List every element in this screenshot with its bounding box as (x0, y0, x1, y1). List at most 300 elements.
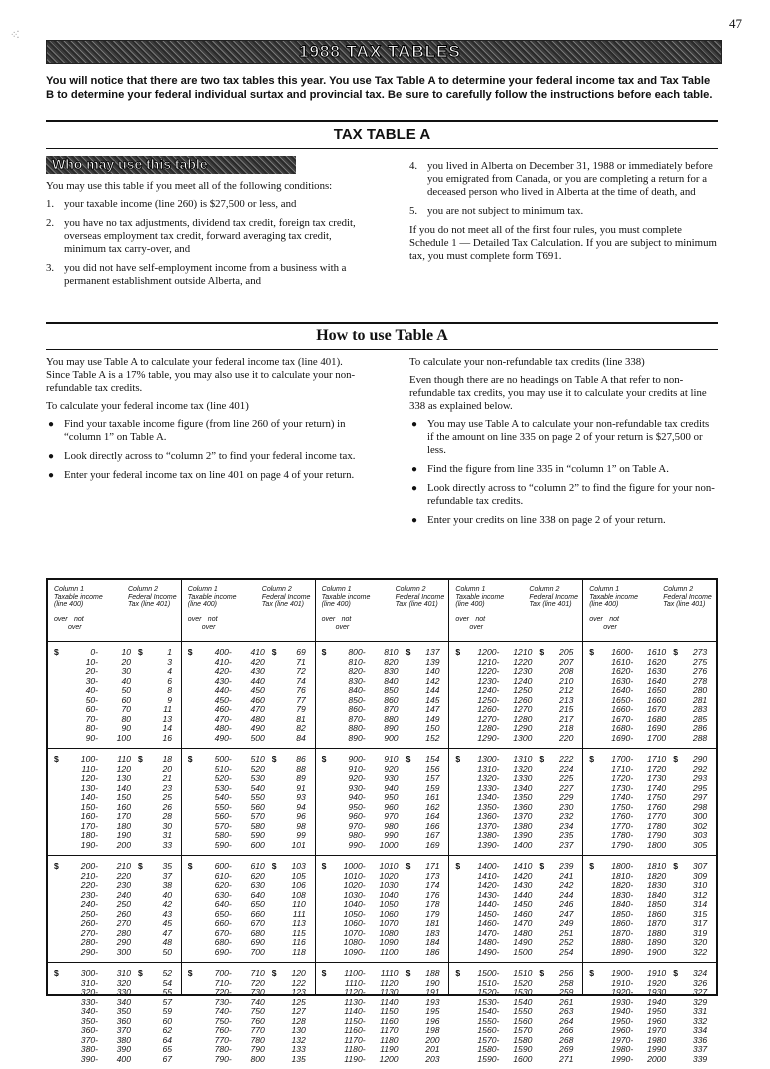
not-label: not (74, 616, 84, 623)
income-over: 1010- (343, 870, 366, 881)
table-row (48, 696, 181, 706)
income-over: 1420- (477, 880, 500, 890)
federal-tax: 103 (291, 861, 306, 871)
income-over: 1100- (344, 968, 366, 978)
income-over: 110- (81, 763, 98, 774)
income-not-over: 1580 (513, 1034, 533, 1045)
income-not-over: 1630 (647, 666, 667, 676)
how-to-use-title: How to use Table A (316, 327, 448, 344)
dollar-sign: $ (673, 861, 678, 871)
income-over: 1240- (477, 685, 500, 695)
federal-tax: 203 (425, 1053, 440, 1064)
income-not-over: 450 (250, 685, 265, 695)
dollar-sign: $ (539, 968, 545, 978)
income-over: 670- (214, 927, 232, 938)
federal-tax: 317 (692, 918, 708, 928)
table-row (48, 1045, 181, 1055)
income-over: 1250- (477, 694, 500, 705)
over-label-2: over (469, 624, 484, 631)
income-over: 1550- (477, 1015, 500, 1026)
income-not-over: 1320 (513, 763, 533, 774)
income-not-over: 1020 (379, 870, 399, 881)
table-row (48, 862, 181, 872)
income-not-over: 1740 (647, 782, 667, 793)
table-row (182, 705, 315, 715)
income-over: 460- (214, 704, 232, 714)
federal-tax: 315 (692, 908, 708, 919)
federal-tax: 249 (559, 918, 574, 928)
income-over: 1080- (343, 937, 366, 947)
over-label-2: over (335, 624, 350, 631)
federal-tax: 186 (425, 946, 440, 957)
federal-tax: 220 (559, 732, 574, 743)
income-over: 1520- (477, 987, 500, 997)
dollar-sign: $ (138, 861, 143, 871)
income-not-over: 730 (250, 987, 265, 997)
income-over: 300- (80, 968, 98, 978)
federal-tax: 271 (559, 1053, 574, 1064)
federal-tax: 319 (692, 927, 708, 938)
federal-tax: 43 (162, 908, 172, 919)
how-right-intro: Even though there are no headings on Table A that refer to non-refundable tax credits, you may use it to calculate your credits at line 338 as explained below. (409, 374, 707, 412)
income-over: 1870- (611, 927, 634, 938)
federal-tax: 59 (162, 1006, 172, 1016)
income-not-over: 1900 (647, 946, 667, 957)
col2-header: Column 2 Federal Income Tax (line 401) (261, 586, 311, 609)
federal-tax: 290 (692, 754, 708, 764)
federal-tax: 13 (162, 713, 172, 724)
table-row (48, 891, 181, 901)
table-row (182, 765, 315, 775)
dollar-sign: $ (321, 861, 327, 871)
table-row (316, 841, 449, 851)
federal-tax: 213 (559, 694, 574, 705)
federal-tax: 307 (692, 861, 708, 871)
income-over: 270- (80, 927, 98, 938)
income-not-over: 990 (384, 830, 399, 840)
table-group (48, 963, 181, 1069)
income-over: 720- (214, 987, 232, 997)
income-over: 1800- (611, 861, 634, 871)
income-not-over: 1780 (647, 820, 667, 831)
income-not-over: 370 (116, 1025, 131, 1035)
income-not-over: 460 (250, 694, 265, 705)
federal-tax: 247 (559, 908, 574, 919)
income-over: 1180- (344, 1044, 366, 1054)
federal-tax: 71 (296, 656, 306, 667)
table-row (182, 648, 315, 658)
income-not-over: 1620 (647, 656, 667, 667)
income-not-over: 70 (121, 704, 131, 714)
table-row (48, 969, 181, 979)
federal-tax: 113 (292, 918, 306, 928)
income-over: 1760- (611, 811, 634, 821)
table-row (48, 938, 181, 948)
dollar-sign: $ (673, 968, 678, 978)
income-over: 1830- (611, 889, 634, 900)
income-not-over: 1350 (513, 792, 533, 802)
income-not-over: 310 (116, 968, 131, 978)
dollar-sign: $ (54, 647, 59, 657)
federal-tax: 86 (296, 754, 306, 764)
income-not-over: 1560 (513, 1015, 533, 1026)
dollar-sign: $ (405, 861, 411, 871)
income-not-over: 1040 (379, 889, 399, 900)
federal-tax: 244 (559, 889, 574, 900)
dollar-sign: $ (455, 861, 461, 871)
table-group (449, 749, 582, 856)
income-over: 400- (214, 647, 232, 657)
income-not-over: 1790 (647, 830, 667, 840)
income-over: 1260- (477, 704, 500, 714)
federal-tax: 173 (425, 870, 440, 881)
income-not-over: 910 (384, 754, 399, 764)
income-over: 1880- (611, 937, 634, 947)
federal-tax: 195 (425, 1006, 440, 1016)
income-over: 710- (214, 977, 232, 988)
income-not-over: 1200 (379, 1053, 399, 1064)
federal-tax: 52 (162, 968, 172, 978)
income-not-over: 220 (116, 870, 131, 881)
federal-tax: 31 (162, 830, 172, 840)
income-over: 280- (80, 937, 98, 947)
income-over: 1350- (477, 801, 500, 812)
table-row (182, 1055, 315, 1065)
income-over: 1130- (344, 996, 366, 1007)
federal-tax: 162 (425, 801, 440, 812)
federal-tax: 115 (292, 927, 306, 938)
dollar-sign: $ (455, 968, 461, 978)
dollar-sign: $ (673, 754, 678, 764)
table-row (182, 793, 315, 803)
income-over: 1370- (477, 820, 500, 831)
income-over: 1410- (477, 870, 500, 881)
corner-scan-mark: ⁘⁚ (10, 30, 18, 41)
federal-tax: 91 (296, 782, 306, 793)
federal-tax: 144 (425, 685, 440, 695)
federal-tax: 67 (162, 1053, 172, 1064)
income-over: 1600- (611, 647, 634, 657)
federal-tax: 280 (692, 685, 708, 695)
income-over: 830- (348, 675, 366, 686)
income-not-over: 420 (250, 656, 265, 667)
over-label: over (455, 616, 470, 623)
income-over: 1990- (611, 1053, 634, 1064)
federal-tax: 21 (162, 773, 172, 783)
federal-tax: 242 (559, 880, 574, 890)
table-a-title: TAX TABLE A (333, 126, 431, 143)
table-row (583, 1055, 716, 1065)
table-row (48, 1026, 181, 1036)
income-not-over: 60 (121, 694, 131, 705)
federal-tax: 275 (692, 656, 708, 667)
dollar-sign: $ (271, 861, 277, 871)
federal-tax: 145 (425, 694, 440, 705)
federal-tax: 154 (425, 754, 440, 764)
table-row (48, 803, 181, 813)
income-not-over: 1220 (513, 656, 533, 667)
step-item: ● You may use Table A to calculate your non-refundable tax credits if the amount on line 335 on page 2 of your return is $27,500 or less. (411, 418, 710, 456)
federal-tax: 303 (692, 830, 708, 840)
income-over: 860- (348, 704, 366, 714)
income-over: 380- (80, 1044, 98, 1054)
income-over: 770- (214, 1034, 232, 1045)
federal-tax: 263 (559, 1006, 574, 1016)
income-not-over: 1210 (513, 647, 533, 657)
federal-tax: 314 (692, 899, 708, 909)
federal-tax: 118 (292, 946, 306, 957)
federal-tax: 239 (559, 861, 574, 871)
federal-tax: 222 (559, 754, 574, 764)
income-not-over: 1540 (513, 996, 533, 1007)
income-not-over: 80 (121, 713, 131, 724)
income-not-over: 1290 (513, 723, 533, 733)
federal-tax: 8 (167, 685, 172, 695)
income-over: 960- (348, 811, 366, 821)
income-not-over: 160 (116, 801, 131, 812)
income-not-over: 760 (250, 1015, 265, 1026)
income-over: 50- (85, 694, 98, 705)
step-item: ● Find your taxable income figure (from line 260 of your return) in “column 1” on Table A. (48, 418, 346, 443)
income-not-over: 1170 (380, 1025, 399, 1035)
income-not-over: 210 (116, 861, 131, 871)
income-over: 40- (85, 685, 98, 695)
federal-tax: 232 (559, 811, 574, 821)
col1-header: Column 1 Taxable income (line 400) (54, 586, 103, 609)
income-over: 630- (214, 889, 232, 900)
page-number: 47 (729, 16, 742, 31)
federal-tax: 3 (167, 656, 172, 667)
how-right-column (409, 356, 717, 533)
income-over: 340- (80, 1006, 98, 1016)
income-not-over: 820 (384, 656, 399, 667)
income-over: 90- (85, 732, 98, 743)
income-over: 1740- (611, 792, 634, 802)
income-not-over: 520 (250, 763, 265, 774)
income-over: 1630- (611, 675, 634, 686)
income-not-over: 960 (384, 801, 399, 812)
federal-tax: 159 (425, 782, 440, 793)
federal-tax: 171 (425, 861, 440, 871)
income-over: 780- (214, 1044, 232, 1054)
who-right-column (409, 160, 717, 268)
income-over: 70- (85, 713, 98, 724)
condition-item: 2. you have no tax adjustments, dividend tax credit, foreign tax credit, overseas employment tax credit, forward averaging tax credit, minimum tax carry-over, and (46, 217, 356, 255)
over-label: over (321, 616, 336, 623)
over-label: over (187, 616, 202, 623)
income-over: 1860- (611, 918, 634, 928)
who-closing: If you do not meet all of the first four rules, you must complete Schedule 1 — Detailed Tax Calculation. If you are subject to minimum tax, you must complete form T691. (409, 224, 717, 262)
income-over: 1310- (477, 763, 500, 774)
federal-tax: 149 (425, 713, 440, 724)
federal-tax: 292 (692, 763, 708, 774)
federal-tax: 152 (425, 732, 440, 743)
income-over: 550- (214, 801, 232, 812)
federal-tax: 164 (425, 811, 440, 821)
income-over: 600- (214, 861, 232, 871)
income-over: 140- (80, 792, 98, 802)
federal-tax: 94 (296, 801, 306, 812)
income-not-over: 530 (250, 773, 265, 783)
federal-tax: 286 (692, 723, 708, 733)
income-not-over: 390 (116, 1044, 131, 1054)
table-row (583, 948, 716, 958)
federal-tax: 23 (162, 782, 172, 793)
federal-tax: 108 (291, 889, 306, 900)
income-over: 900- (348, 754, 366, 764)
table-row (182, 686, 315, 696)
over-label: over (589, 616, 603, 623)
income-over: 1460- (477, 918, 500, 928)
federal-tax: 161 (425, 792, 440, 802)
table-row (182, 812, 315, 822)
income-not-over: 1680 (647, 713, 667, 724)
federal-tax: 320 (692, 937, 708, 947)
dollar-sign: $ (673, 647, 678, 657)
federal-tax: 254 (559, 946, 574, 957)
income-not-over: 1240 (513, 675, 533, 686)
income-over: 1780- (611, 830, 634, 840)
income-over: 660- (214, 918, 232, 928)
table-row (316, 1055, 449, 1065)
federal-tax: 183 (425, 927, 440, 938)
table-row (48, 1017, 181, 1027)
income-not-over: 1080 (379, 927, 399, 938)
not-label: not (207, 616, 218, 623)
how-right-steps (409, 418, 717, 527)
income-not-over: 490 (250, 723, 265, 733)
dollar-sign: $ (589, 754, 594, 764)
income-not-over: 400 (116, 1053, 131, 1064)
federal-tax: 130 (291, 1025, 306, 1035)
income-not-over: 1710 (647, 754, 667, 764)
condition-item: 4. you lived in Alberta on December 31, 1988 or immediately before you emigrated from Canada, or you are completing a return for a deceased person who lived in Alberta at the time of death, and (409, 160, 713, 198)
federal-tax: 60 (162, 1015, 172, 1026)
income-not-over: 280 (116, 927, 131, 938)
dollar-sign: $ (138, 968, 143, 978)
income-over: 60- (85, 704, 98, 714)
income-over: 180- (80, 830, 98, 840)
federal-tax: 305 (692, 839, 708, 850)
federal-tax: 235 (559, 830, 574, 840)
federal-tax: 309 (692, 870, 708, 881)
federal-tax: 25 (162, 792, 172, 802)
federal-tax: 105 (291, 870, 306, 881)
income-not-over: 1490 (513, 937, 533, 947)
federal-tax: 142 (425, 675, 440, 686)
federal-tax: 208 (559, 666, 574, 676)
federal-tax: 4 (167, 666, 172, 676)
income-not-over: 690 (250, 937, 265, 947)
table-row (48, 784, 181, 794)
table-row (48, 841, 181, 851)
divider (46, 120, 718, 122)
table-row (48, 948, 181, 958)
income-over: 350- (80, 1015, 98, 1026)
income-not-over: 1880 (647, 927, 667, 938)
income-not-over: 1760 (647, 801, 667, 812)
table-group (48, 642, 181, 749)
federal-tax: 6 (167, 675, 172, 686)
dollar-sign: $ (455, 647, 461, 657)
table-row (48, 755, 181, 765)
federal-tax: 288 (692, 732, 708, 743)
income-not-over: 650 (250, 899, 265, 909)
income-not-over: 170 (116, 811, 131, 821)
income-not-over: 1460 (513, 908, 533, 919)
income-over: 240- (80, 899, 98, 909)
table-row (316, 734, 449, 744)
divider (46, 349, 718, 350)
dollar-sign: $ (271, 968, 277, 978)
income-over: 840- (348, 685, 366, 695)
income-over: 420- (214, 666, 232, 676)
income-over: 530- (214, 782, 232, 793)
how-right-heading: To calculate your non-refundable tax credits (line 338) (409, 356, 645, 368)
income-over: 1700- (611, 754, 634, 764)
dollar-sign: $ (589, 968, 594, 978)
income-over: 580- (214, 830, 232, 840)
income-over: 730- (214, 996, 232, 1007)
income-not-over: 1430 (513, 880, 533, 890)
table-row (48, 910, 181, 920)
income-over: 480- (214, 723, 232, 733)
income-not-over: 1400 (513, 839, 533, 850)
income-not-over: 1390 (513, 830, 533, 840)
federal-tax: 57 (162, 996, 172, 1007)
income-not-over: 1700 (647, 732, 667, 743)
income-not-over: 580 (250, 820, 265, 831)
federal-tax: 169 (425, 839, 440, 850)
income-not-over: 1840 (647, 889, 667, 900)
income-not-over: 1520 (513, 977, 533, 988)
income-not-over: 1260 (513, 694, 533, 705)
income-not-over: 1640 (647, 675, 667, 686)
income-over: 610- (214, 870, 232, 881)
income-not-over: 590 (250, 830, 265, 840)
conditions-list-right (409, 160, 717, 218)
income-over: 1150- (344, 1015, 366, 1026)
federal-tax: 79 (296, 704, 306, 714)
income-not-over: 800 (250, 1053, 265, 1064)
federal-tax: 26 (162, 801, 172, 812)
federal-tax: 139 (425, 656, 440, 667)
income-not-over: 110 (117, 754, 131, 764)
income-not-over: 360 (116, 1015, 131, 1026)
condition-item: 5. you are not subject to minimum tax. (409, 205, 584, 217)
table-row (182, 948, 315, 958)
table-row (48, 734, 181, 744)
table-row (48, 900, 181, 910)
income-over: 1840- (611, 899, 634, 909)
income-not-over: 870 (384, 704, 399, 714)
income-not-over: 670 (250, 918, 265, 928)
income-over: 880- (348, 723, 366, 733)
federal-tax: 334 (692, 1025, 708, 1035)
not-label: not (341, 616, 352, 623)
income-not-over: 1510 (513, 968, 533, 978)
income-over: 1920- (611, 987, 634, 997)
table-row (449, 1055, 582, 1065)
income-over: 1400- (477, 861, 500, 871)
divider (46, 148, 718, 149)
col1-header: Column 1 Taxable income (line 400) (187, 586, 237, 609)
income-over: 650- (214, 908, 232, 919)
income-not-over: 770 (250, 1025, 265, 1035)
income-not-over: 1230 (513, 666, 533, 676)
federal-tax: 230 (559, 801, 574, 812)
federal-tax: 281 (692, 694, 708, 705)
